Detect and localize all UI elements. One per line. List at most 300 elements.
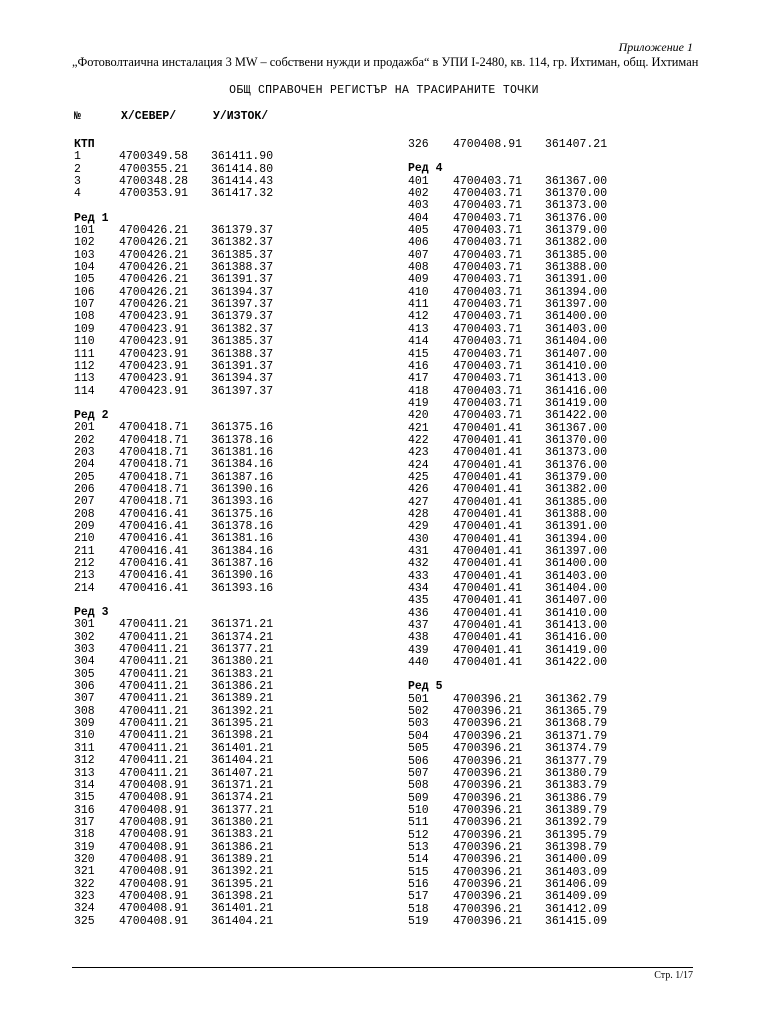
point-number: 505 — [408, 742, 429, 756]
east-coordinate: 361383.79 — [545, 779, 608, 793]
east-coordinate: 361392.21 — [211, 865, 274, 879]
east-coordinate: 361373.00 — [545, 199, 608, 213]
point-number: 502 — [408, 705, 429, 719]
point-number: 313 — [74, 766, 95, 780]
point-number: 437 — [408, 619, 429, 633]
east-coordinate: 361414.80 — [211, 162, 274, 176]
north-coordinate: 4700423.91 — [119, 310, 189, 324]
point-row — [74, 866, 394, 878]
point-row — [74, 188, 394, 200]
left-column — [74, 139, 394, 928]
point-number: 323 — [74, 889, 95, 903]
point-number: 406 — [408, 236, 429, 250]
east-coordinate: 361373.00 — [545, 446, 608, 460]
point-row — [74, 311, 394, 323]
point-number: 109 — [74, 322, 95, 336]
north-coordinate: 4700426.21 — [119, 298, 189, 312]
point-number: 107 — [74, 298, 95, 312]
point-row — [74, 533, 394, 545]
point-number: 201 — [74, 421, 95, 435]
north-coordinate: 4700403.71 — [453, 248, 523, 262]
north-coordinate: 4700411.21 — [119, 704, 189, 718]
east-coordinate: 361412.09 — [545, 902, 608, 916]
north-coordinate: 4700411.21 — [119, 741, 189, 755]
north-coordinate: 4700403.71 — [453, 273, 523, 287]
north-coordinate: 4700411.21 — [119, 618, 189, 632]
point-number: 204 — [74, 458, 95, 472]
east-coordinate: 361386.21 — [211, 680, 274, 694]
point-number: 435 — [408, 594, 429, 608]
point-number: 506 — [408, 754, 429, 768]
point-number: 438 — [408, 631, 429, 645]
point-number: 427 — [408, 495, 429, 509]
column-header-north: X/СЕВЕР/ — [121, 110, 177, 123]
point-number: 302 — [74, 630, 95, 644]
east-coordinate: 361368.79 — [545, 717, 608, 731]
register-title: ОБЩ СПРАВОЧЕН РЕГИСТЪР НА ТРАСИРАНИТЕ ТОЧКИ — [229, 84, 539, 97]
point-number: 318 — [74, 828, 95, 842]
point-number: 417 — [408, 372, 429, 386]
point-number: 439 — [408, 643, 429, 657]
point-row — [74, 730, 394, 742]
point-number: 501 — [408, 692, 429, 706]
point-number: 102 — [74, 236, 95, 250]
point-number: 303 — [74, 643, 95, 657]
north-coordinate: 4700403.71 — [453, 310, 523, 324]
north-coordinate: 4700403.71 — [453, 322, 523, 336]
east-coordinate: 361375.16 — [211, 421, 274, 435]
point-number: 432 — [408, 557, 429, 571]
east-coordinate: 361413.00 — [545, 372, 608, 386]
north-coordinate: 4700396.21 — [453, 705, 523, 719]
north-coordinate: 4700411.21 — [119, 729, 189, 743]
east-coordinate: 361365.79 — [545, 705, 608, 719]
point-number: 503 — [408, 717, 429, 731]
north-coordinate: 4700408.91 — [119, 791, 189, 805]
point-number: 312 — [74, 754, 95, 768]
east-coordinate: 361370.00 — [545, 187, 608, 201]
point-row — [408, 274, 728, 286]
north-coordinate: 4700408.91 — [119, 828, 189, 842]
north-coordinate: 4700403.71 — [453, 409, 523, 423]
north-coordinate: 4700401.41 — [453, 470, 523, 484]
point-number: 512 — [408, 828, 429, 842]
north-coordinate: 4700416.41 — [119, 569, 189, 583]
north-coordinate: 4700396.21 — [453, 828, 523, 842]
point-number: 421 — [408, 421, 429, 435]
point-row — [74, 459, 394, 471]
point-number: 324 — [74, 902, 95, 916]
north-coordinate: 4700418.71 — [119, 445, 189, 459]
north-coordinate: 4700426.21 — [119, 224, 189, 238]
east-coordinate: 361404.00 — [545, 582, 608, 596]
north-coordinate: 4700401.41 — [453, 594, 523, 608]
north-coordinate: 4700418.71 — [119, 433, 189, 447]
east-coordinate: 361370.00 — [545, 433, 608, 447]
point-number: 434 — [408, 582, 429, 596]
point-number: 412 — [408, 310, 429, 324]
east-coordinate: 361381.16 — [211, 532, 274, 546]
point-number: 310 — [74, 729, 95, 743]
point-number: 402 — [408, 187, 429, 201]
point-number: 4 — [74, 187, 81, 201]
north-coordinate: 4700396.21 — [453, 766, 523, 780]
point-group — [408, 681, 728, 928]
east-coordinate: 361391.37 — [211, 359, 274, 373]
north-coordinate: 4700416.41 — [119, 519, 189, 533]
north-coordinate: 4700403.71 — [453, 261, 523, 275]
north-coordinate: 4700396.21 — [453, 840, 523, 854]
north-coordinate: 4700426.21 — [119, 261, 189, 275]
point-row — [408, 484, 728, 496]
east-coordinate: 361395.79 — [545, 828, 608, 842]
point-row — [408, 311, 728, 323]
east-coordinate: 361389.21 — [211, 852, 274, 866]
north-coordinate: 4700403.71 — [453, 372, 523, 386]
point-number: 103 — [74, 248, 95, 262]
east-coordinate: 361384.16 — [211, 544, 274, 558]
east-coordinate: 361388.37 — [211, 261, 274, 275]
north-coordinate: 4700396.21 — [453, 902, 523, 916]
north-coordinate: 4700403.71 — [453, 347, 523, 361]
north-coordinate: 4700408.91 — [119, 852, 189, 866]
point-number: 315 — [74, 791, 95, 805]
north-coordinate: 4700403.71 — [453, 396, 523, 410]
north-coordinate: 4700401.41 — [453, 643, 523, 657]
north-coordinate: 4700403.71 — [453, 285, 523, 299]
east-coordinate: 361387.16 — [211, 470, 274, 484]
east-coordinate: 361422.00 — [545, 409, 608, 423]
north-coordinate: 4700396.21 — [453, 742, 523, 756]
point-row — [408, 349, 728, 361]
point-number: 305 — [74, 667, 95, 681]
point-row — [408, 817, 728, 829]
north-coordinate: 4700401.41 — [453, 606, 523, 620]
north-coordinate: 4700401.41 — [453, 582, 523, 596]
east-coordinate: 361380.21 — [211, 655, 274, 669]
east-coordinate: 361388.00 — [545, 507, 608, 521]
point-row — [74, 151, 394, 163]
north-coordinate: 4700411.21 — [119, 630, 189, 644]
east-coordinate: 361394.00 — [545, 532, 608, 546]
north-coordinate: 4700401.41 — [453, 433, 523, 447]
point-row — [408, 854, 728, 866]
north-coordinate: 4700408.91 — [119, 865, 189, 879]
east-coordinate: 361383.21 — [211, 667, 274, 681]
point-number: 407 — [408, 248, 429, 262]
point-number: 1 — [74, 150, 81, 164]
east-coordinate: 361403.00 — [545, 569, 608, 583]
north-coordinate: 4700401.41 — [453, 446, 523, 460]
point-number: 316 — [74, 803, 95, 817]
point-row — [408, 521, 728, 533]
point-number: 403 — [408, 199, 429, 213]
north-coordinate: 4700401.41 — [453, 483, 523, 497]
point-row — [74, 583, 394, 595]
point-number: 202 — [74, 433, 95, 447]
column-header-east: У/ИЗТОК/ — [213, 110, 269, 123]
point-row — [74, 916, 394, 928]
east-coordinate: 361378.16 — [211, 519, 274, 533]
point-row — [408, 558, 728, 570]
point-row — [408, 756, 728, 768]
point-number: 3 — [74, 175, 81, 189]
point-number: 105 — [74, 273, 95, 287]
point-row — [74, 349, 394, 361]
east-coordinate: 361416.00 — [545, 631, 608, 645]
east-coordinate: 361362.79 — [545, 692, 608, 706]
project-title: „Фотоволтаична инсталация 3 MW – собствени нужди и продажба“ в УПИ I-2480, кв. 114, гр. Ихтиман, общ. Ихтиман — [72, 55, 699, 69]
east-coordinate: 361386.79 — [545, 791, 608, 805]
point-row — [408, 632, 728, 644]
east-coordinate: 361378.16 — [211, 433, 274, 447]
north-coordinate: 4700418.71 — [119, 470, 189, 484]
north-coordinate: 4700418.71 — [119, 421, 189, 435]
point-number: 108 — [74, 310, 95, 324]
north-coordinate: 4700396.21 — [453, 729, 523, 743]
north-coordinate: 4700353.91 — [119, 187, 189, 201]
column-header-number: № — [74, 110, 81, 123]
point-number: 516 — [408, 877, 429, 891]
point-number: 415 — [408, 347, 429, 361]
north-coordinate: 4700401.41 — [453, 656, 523, 670]
east-coordinate: 361385.37 — [211, 335, 274, 349]
point-group — [74, 607, 394, 928]
point-row — [408, 139, 728, 151]
point-row — [74, 570, 394, 582]
north-coordinate: 4700396.21 — [453, 816, 523, 830]
north-coordinate: 4700401.41 — [453, 569, 523, 583]
east-coordinate: 361377.21 — [211, 643, 274, 657]
north-coordinate: 4700426.21 — [119, 273, 189, 287]
north-coordinate: 4700401.41 — [453, 557, 523, 571]
point-number: 423 — [408, 446, 429, 460]
east-coordinate: 361409.09 — [545, 890, 608, 904]
east-coordinate: 361415.09 — [545, 914, 608, 928]
point-number: 209 — [74, 519, 95, 533]
point-group — [74, 139, 394, 201]
east-coordinate: 361385.00 — [545, 495, 608, 509]
east-coordinate: 361393.16 — [211, 495, 274, 509]
north-coordinate: 4700396.21 — [453, 779, 523, 793]
point-row — [74, 768, 394, 780]
east-coordinate: 361414.43 — [211, 175, 274, 189]
east-coordinate: 361371.79 — [545, 729, 608, 743]
east-coordinate: 361398.79 — [545, 840, 608, 854]
point-number: 401 — [408, 174, 429, 188]
north-coordinate: 4700396.21 — [453, 853, 523, 867]
east-coordinate: 361383.21 — [211, 828, 274, 842]
point-number: 207 — [74, 495, 95, 509]
east-coordinate: 361397.00 — [545, 298, 608, 312]
east-coordinate: 361403.09 — [545, 865, 608, 879]
point-number: 429 — [408, 520, 429, 534]
point-number: 514 — [408, 853, 429, 867]
point-group — [408, 163, 728, 669]
point-number: 519 — [408, 914, 429, 928]
east-coordinate: 361404.21 — [211, 754, 274, 768]
point-row — [74, 755, 394, 767]
north-coordinate: 4700416.41 — [119, 532, 189, 546]
east-coordinate: 361381.16 — [211, 445, 274, 459]
north-coordinate: 4700403.71 — [453, 298, 523, 312]
point-number: 420 — [408, 409, 429, 423]
east-coordinate: 361397.37 — [211, 384, 274, 398]
north-coordinate: 4700396.21 — [453, 717, 523, 731]
east-coordinate: 361392.79 — [545, 816, 608, 830]
point-number: 433 — [408, 569, 429, 583]
point-number: 325 — [74, 914, 95, 928]
point-number: 326 — [408, 138, 429, 151]
group-title: Ред 3 — [74, 606, 109, 620]
point-number: 104 — [74, 261, 95, 275]
point-number: 508 — [408, 779, 429, 793]
east-coordinate: 361401.21 — [211, 902, 274, 916]
east-coordinate: 361377.21 — [211, 803, 274, 817]
point-number: 301 — [74, 618, 95, 632]
east-coordinate: 361379.37 — [211, 224, 274, 238]
point-number: 106 — [74, 285, 95, 299]
north-coordinate: 4700418.71 — [119, 495, 189, 509]
east-coordinate: 361382.37 — [211, 236, 274, 250]
point-number: 515 — [408, 865, 429, 879]
point-number: 436 — [408, 606, 429, 620]
point-group — [74, 213, 394, 398]
point-number: 213 — [74, 569, 95, 583]
point-number: 513 — [408, 840, 429, 854]
north-coordinate: 4700423.91 — [119, 384, 189, 398]
east-coordinate: 361379.00 — [545, 224, 608, 238]
east-coordinate: 361419.00 — [545, 396, 608, 410]
north-coordinate: 4700396.21 — [453, 791, 523, 805]
east-coordinate: 361389.21 — [211, 692, 274, 706]
east-coordinate: 361398.21 — [211, 729, 274, 743]
east-coordinate: 361417.32 — [211, 187, 274, 201]
east-coordinate: 361400.00 — [545, 310, 608, 324]
north-coordinate: 4700423.91 — [119, 335, 189, 349]
east-coordinate: 361401.21 — [211, 741, 274, 755]
east-coordinate: 361394.37 — [211, 372, 274, 386]
group-title: Ред 1 — [74, 211, 109, 225]
point-number: 507 — [408, 766, 429, 780]
north-coordinate: 4700403.71 — [453, 359, 523, 373]
north-coordinate: 4700396.21 — [453, 914, 523, 928]
east-coordinate: 361407.21 — [211, 766, 274, 780]
point-number: 428 — [408, 507, 429, 521]
north-coordinate: 4700401.41 — [453, 619, 523, 633]
east-coordinate: 361395.21 — [211, 877, 274, 891]
north-coordinate: 4700401.41 — [453, 545, 523, 558]
point-number: 308 — [74, 704, 95, 718]
east-coordinate: 361379.00 — [545, 470, 608, 484]
point-number: 112 — [74, 359, 95, 373]
east-coordinate: 361422.00 — [545, 656, 608, 670]
east-coordinate: 361380.21 — [211, 815, 274, 829]
north-coordinate: 4700403.71 — [453, 199, 523, 213]
point-row — [74, 656, 394, 668]
point-row — [74, 829, 394, 841]
east-coordinate: 361374.79 — [545, 742, 608, 756]
north-coordinate: 4700416.41 — [119, 507, 189, 521]
point-number: 111 — [74, 347, 95, 361]
north-coordinate: 4700426.21 — [119, 285, 189, 299]
group-title: КТП — [74, 138, 95, 151]
east-coordinate: 361391.00 — [545, 273, 608, 287]
point-row — [74, 903, 394, 915]
point-row — [74, 619, 394, 631]
north-coordinate: 4700403.71 — [453, 384, 523, 398]
point-number: 414 — [408, 335, 429, 349]
north-coordinate: 4700416.41 — [119, 581, 189, 595]
point-row — [74, 237, 394, 249]
east-coordinate: 361379.37 — [211, 310, 274, 324]
east-coordinate: 361386.21 — [211, 840, 274, 854]
point-row — [74, 274, 394, 286]
point-row — [408, 916, 728, 928]
point-number: 322 — [74, 877, 95, 891]
point-number: 517 — [408, 890, 429, 904]
north-coordinate: 4700423.91 — [119, 322, 189, 336]
north-coordinate: 4700355.21 — [119, 162, 189, 176]
point-number: 311 — [74, 741, 95, 755]
point-number: 509 — [408, 791, 429, 805]
east-coordinate: 361410.00 — [545, 606, 608, 620]
east-coordinate: 361392.21 — [211, 704, 274, 718]
east-coordinate: 361419.00 — [545, 643, 608, 657]
north-coordinate: 4700403.71 — [453, 174, 523, 188]
north-coordinate: 4700349.58 — [119, 150, 189, 164]
group-title: Ред 4 — [408, 162, 443, 176]
point-number: 314 — [74, 778, 95, 792]
north-coordinate: 4700403.71 — [453, 187, 523, 201]
east-coordinate: 361367.00 — [545, 421, 608, 435]
point-number: 211 — [74, 544, 95, 558]
point-row — [74, 496, 394, 508]
east-coordinate: 361403.00 — [545, 322, 608, 336]
east-coordinate: 361374.21 — [211, 630, 274, 644]
north-coordinate: 4700423.91 — [119, 347, 189, 361]
point-row — [74, 386, 394, 398]
east-coordinate: 361404.00 — [545, 335, 608, 349]
north-coordinate: 4700401.41 — [453, 532, 523, 546]
east-coordinate: 361395.21 — [211, 717, 274, 731]
east-coordinate: 361413.00 — [545, 619, 608, 633]
point-number: 320 — [74, 852, 95, 866]
north-coordinate: 4700396.21 — [453, 803, 523, 817]
east-coordinate: 361397.00 — [545, 545, 608, 558]
east-coordinate: 361398.21 — [211, 889, 274, 903]
point-number: 321 — [74, 865, 95, 879]
point-number: 404 — [408, 211, 429, 225]
east-coordinate: 361390.16 — [211, 569, 274, 583]
east-coordinate: 361416.00 — [545, 384, 608, 398]
point-row — [408, 336, 728, 348]
east-coordinate: 361374.21 — [211, 791, 274, 805]
north-coordinate: 4700411.21 — [119, 655, 189, 669]
point-number: 405 — [408, 224, 429, 238]
point-row — [408, 657, 728, 669]
point-row — [408, 780, 728, 792]
point-number: 419 — [408, 396, 429, 410]
point-number: 203 — [74, 445, 95, 459]
point-number: 504 — [408, 729, 429, 743]
north-coordinate: 4700408.91 — [119, 778, 189, 792]
north-coordinate: 4700348.28 — [119, 175, 189, 189]
east-coordinate: 361388.37 — [211, 347, 274, 361]
point-number: 518 — [408, 902, 429, 916]
point-number: 424 — [408, 458, 429, 472]
north-coordinate: 4700411.21 — [119, 680, 189, 694]
